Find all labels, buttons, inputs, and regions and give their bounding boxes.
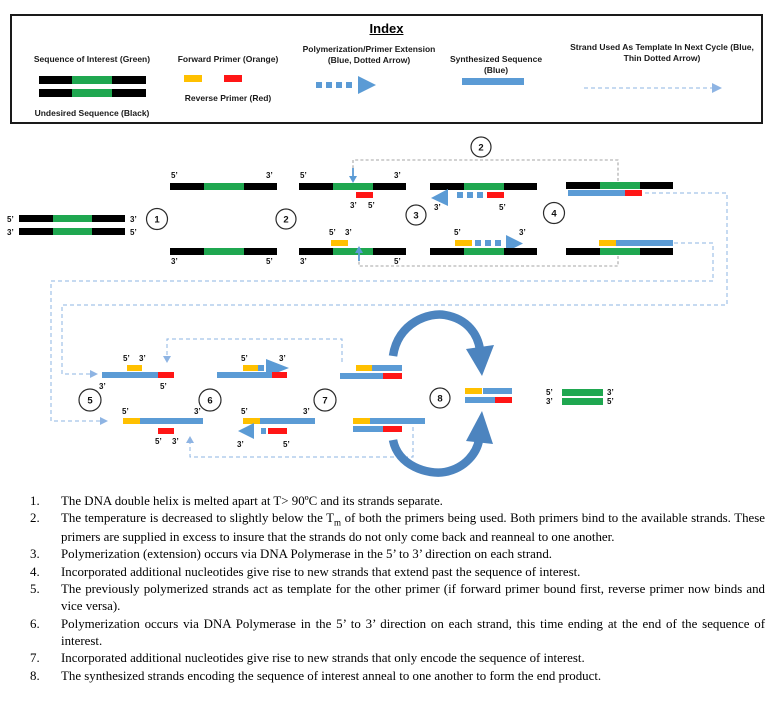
end-label-5p: 5’	[241, 407, 248, 416]
reverse-primer	[272, 372, 287, 378]
step-item-text: Incorporated additional nucleotides give rise to new strands that only encode the sequence of interest.	[61, 651, 585, 666]
end-label-5p: 5’	[130, 228, 137, 237]
step-item-text: Polymerization (extension) occurs via DNA Polymerase in the 5’ to 3’ direction on each strand.	[61, 547, 553, 562]
reverse-primer	[487, 192, 504, 198]
step-circle-7	[314, 389, 336, 411]
extension-dot	[467, 192, 473, 198]
end-label-3p: 3’	[130, 215, 137, 224]
sequence-of-interest	[333, 183, 373, 190]
end-label-3p: 3’	[546, 397, 553, 406]
synthesized-strand	[616, 240, 673, 246]
step-circle-6	[199, 389, 221, 411]
synthesized-template	[140, 418, 203, 424]
synthesized-template	[102, 372, 158, 378]
end-label-5p: 5’	[160, 382, 167, 391]
sequence-of-interest	[464, 248, 504, 255]
step-number: 4	[551, 208, 557, 220]
extended-products	[566, 182, 673, 255]
extension-6a	[217, 354, 289, 378]
step-number: 6	[207, 395, 213, 407]
product-bottom-strand	[562, 398, 603, 405]
synthesized-strand	[483, 388, 512, 394]
duplex-bottom-strand	[39, 89, 146, 97]
legend-label-forward-primer: Forward Primer (Orange)	[177, 54, 279, 64]
sequence-of-interest-segment	[72, 76, 112, 84]
duplex-top-strand	[39, 76, 146, 84]
step-circle-2	[276, 209, 296, 229]
route-arrowhead	[100, 417, 108, 425]
forward-primer	[127, 365, 142, 371]
end-label-3p: 3’	[394, 171, 401, 180]
end-label-3p: 3’	[171, 257, 178, 266]
step-number: 3	[413, 210, 419, 222]
end-label-5p: 5’	[454, 228, 461, 237]
end-label-5p: 5’	[300, 171, 307, 180]
route-arrowhead	[90, 370, 98, 378]
legend-label-template-next-cycle: Strand Used As Template In Next Cycle (Blue, Thin Dotted Arrow)	[570, 42, 754, 63]
end-label-3p: 3’	[7, 228, 14, 237]
loop-path	[353, 160, 618, 181]
template-route-bottom	[51, 243, 713, 425]
synthesized-template	[217, 372, 272, 378]
step-text-part: The temperature is decreased to slightly below the T	[61, 511, 335, 526]
step-item-3	[30, 546, 765, 563]
end-label-5p: 5’	[329, 228, 336, 237]
legend-label-sequence-of-interest: Sequence of Interest (Green)	[33, 54, 151, 64]
dotted-arrow-icon	[312, 74, 394, 96]
step-item-number: 4.	[30, 564, 40, 579]
step-item-text: The synthesized strands encoding the sequence of interest anneal to one another to form the end product.	[61, 668, 602, 683]
end-label-5p: 5’	[122, 407, 129, 416]
forward-primer	[599, 240, 616, 246]
extension-6b	[237, 407, 315, 449]
end-label-5p: 5’	[7, 215, 14, 224]
synthesized-template	[340, 373, 383, 379]
end-label-3p: 3’	[172, 437, 179, 446]
synthesized-template	[260, 418, 315, 424]
reverse-primer	[383, 426, 402, 432]
anneal-on-template-5a	[99, 354, 174, 391]
step-item-2	[30, 510, 765, 546]
curved-arrow-body	[393, 440, 479, 473]
subscript-m: m	[334, 517, 342, 528]
step-circle-4	[544, 203, 565, 224]
end-label-3p: 3’	[266, 171, 273, 180]
reverse-primer	[495, 397, 512, 403]
step-item-text: Incorporated additional nucleotides give rise to new strands that extend past the sequence of interest.	[61, 564, 581, 579]
forward-primer-swatch	[184, 75, 202, 82]
sequence-of-interest	[333, 248, 373, 255]
primer-swatches	[182, 75, 272, 83]
step-item-4	[30, 564, 765, 581]
synthesized-strand	[370, 418, 425, 424]
forward-primer	[465, 388, 482, 394]
forward-primer	[356, 365, 372, 371]
index-legend-box	[10, 14, 763, 124]
step-item-number: 7.	[30, 651, 40, 666]
end-label-3p: 3’	[303, 407, 310, 416]
reverse-primer-swatch	[224, 75, 242, 82]
step-number: 5	[87, 395, 93, 407]
route-path	[51, 243, 713, 421]
legend-label-synthesized: Synthesized Sequence (Blue)	[449, 54, 543, 75]
synthesized-strand	[372, 365, 402, 371]
polymerization-extension	[430, 183, 537, 255]
product-top-strand	[562, 389, 603, 396]
end-label-3p: 3’	[279, 354, 286, 363]
sequence-of-interest	[600, 182, 640, 189]
curved-arrowhead	[466, 345, 494, 376]
polymerization-arrow-graphic	[312, 74, 394, 101]
product-duplex-7a	[340, 365, 402, 379]
anneal-arrowhead-down	[349, 176, 357, 183]
step-item-number: 5.	[30, 582, 40, 597]
route-path	[167, 339, 342, 362]
pcr-cycle-diagram	[0, 130, 773, 488]
end-label-3p: 3’	[607, 388, 614, 397]
end-label-5p: 5’	[123, 354, 130, 363]
step-item-text: The previously polymerized strands act as template for the other primer (if forward primer bound first, reverse primer now binds and vice versa).	[61, 582, 765, 614]
reverse-primer	[158, 372, 174, 378]
end-label-3p: 3’	[345, 228, 352, 237]
end-label-5p: 5’	[155, 437, 162, 446]
end-label-5p: 5’	[368, 201, 375, 210]
end-label-3p: 3’	[237, 440, 244, 449]
route-arrowhead	[163, 356, 171, 363]
end-label-3p: 3’	[519, 228, 526, 237]
extension-dot	[261, 428, 266, 434]
sequence-of-interest-segment	[72, 89, 112, 97]
step-item-number: 2.	[30, 511, 40, 526]
legend-title: Index	[369, 21, 404, 36]
step-circle-3	[406, 205, 426, 225]
final-annealed-duplex	[465, 388, 512, 403]
step-number: 2	[283, 214, 289, 226]
extension-dot	[495, 240, 501, 246]
synthesized-strand	[568, 190, 625, 196]
step-item-5	[30, 581, 765, 616]
step-item-text: Polymerization occurs via DNA Polymerase in the 5’ to 3’ direction on each strand, this time ending at the end of the sequence of interest.	[61, 616, 765, 649]
synthesized-template	[353, 426, 383, 432]
end-label-5p: 5’	[607, 397, 614, 406]
step-circle-5	[79, 389, 101, 411]
step-item-number: 3.	[30, 547, 40, 562]
end-label-3p: 3’	[139, 354, 146, 363]
end-label-3p: 3’	[194, 407, 201, 416]
extension-dot	[485, 240, 491, 246]
step-item-number: 8.	[30, 668, 40, 683]
reverse-primer	[383, 373, 402, 379]
end-label-5p: 5’	[546, 388, 553, 397]
curved-arrowhead	[466, 411, 493, 444]
legend-label-polymerization: Polymerization/Primer Extension (Blue, Dotted Arrow)	[302, 44, 436, 65]
forward-primer	[123, 418, 140, 424]
end-product-green	[546, 388, 614, 406]
sequence-of-interest	[204, 248, 244, 255]
start-duplex	[7, 215, 137, 237]
reverse-primer	[625, 190, 642, 196]
cycle2-loop-top	[353, 137, 618, 181]
legend-label-undesired-sequence: Undesired Sequence (Black)	[34, 108, 150, 118]
step-number: 1	[154, 214, 160, 226]
extension-dot	[475, 240, 481, 246]
legend-label-reverse-primer: Reverse Primer (Red)	[184, 93, 272, 103]
step-item-6	[30, 616, 765, 651]
template-arrow-graphic	[582, 80, 728, 101]
primers-annealed	[299, 168, 406, 266]
sequence-of-interest	[464, 183, 504, 190]
end-label-3p: 3’	[300, 257, 307, 266]
route-arrowhead	[186, 436, 194, 443]
step-item-7	[30, 650, 765, 667]
end-label-5p: 5’	[394, 257, 401, 266]
step-number: 7	[322, 395, 328, 407]
thin-dashed-arrow-icon	[582, 80, 728, 96]
curved-arrow-top	[393, 314, 494, 376]
synthesized-bar-graphic	[462, 78, 524, 85]
reverse-primer	[158, 428, 174, 434]
step-number: 2	[478, 142, 484, 154]
melted-strands	[170, 171, 277, 266]
step-item-1	[30, 493, 765, 510]
step-item-number: 1.	[30, 494, 40, 508]
sequence-of-interest	[600, 248, 640, 255]
step-item-8	[30, 668, 765, 685]
recycle-route-5a	[163, 339, 342, 363]
end-label-3p: 3’	[99, 382, 106, 391]
end-label-5p: 5’	[241, 354, 248, 363]
step-item-number: 6.	[30, 616, 40, 631]
sequence-of-interest	[53, 228, 92, 235]
extension-arrowhead-left	[238, 423, 254, 439]
end-label-3p: 3’	[434, 203, 441, 212]
end-label-3p: 3’	[350, 201, 357, 210]
forward-primer	[353, 418, 370, 424]
sequence-of-interest	[204, 183, 244, 190]
step-circle-1	[147, 209, 168, 230]
step-number: 8	[437, 393, 443, 405]
step-item-text	[61, 510, 765, 546]
forward-primer	[331, 240, 348, 246]
end-label-5p: 5’	[499, 203, 506, 212]
reverse-primer	[268, 428, 287, 434]
process-step-list	[30, 493, 765, 685]
extension-dot	[477, 192, 483, 198]
step-text-part: of both the primers being used. Both primers bind to the available strands. These primers are supplied in excess to insure that the strands do not only come back and reanneal to one another.	[61, 511, 765, 545]
end-label-5p: 5’	[283, 440, 290, 449]
forward-primer	[243, 418, 260, 424]
step-item-text: The DNA double helix is melted apart at T> 90ºC and its strands separate.	[61, 494, 443, 508]
legend-duplex-graphic	[30, 76, 154, 102]
extension-dot	[457, 192, 463, 198]
end-label-5p: 5’	[171, 171, 178, 180]
product-duplex-7b	[353, 418, 425, 432]
forward-primer	[455, 240, 472, 246]
end-label-5p: 5’	[266, 257, 273, 266]
extension-dot	[258, 365, 264, 371]
synthesized-strand	[465, 397, 495, 403]
sequence-of-interest	[53, 215, 92, 222]
reverse-primer	[356, 192, 373, 198]
forward-primer	[243, 365, 258, 371]
step-circle-8	[430, 388, 450, 408]
